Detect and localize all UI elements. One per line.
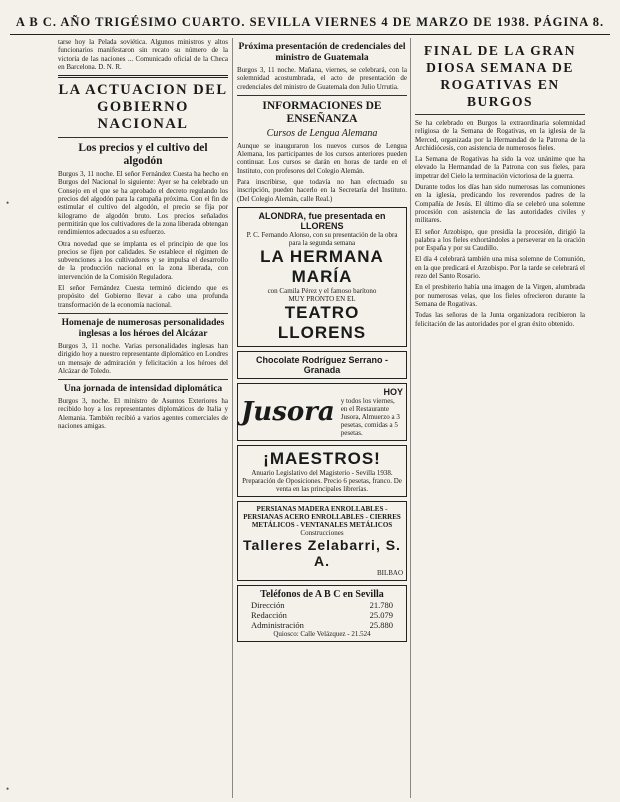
divider bbox=[237, 95, 407, 96]
article-text: Todas las señoras de la Junta organizadora recibieron la felicitación de las autoridades por el gran éxito obtenido. bbox=[415, 311, 585, 328]
article-text: Para inscribirse, que todavía no han efectuado su inscripción, pueden hacerlo en la Secretaría del Instituto. (Del Colegio Alemán, calle Real.) bbox=[237, 178, 407, 203]
kiosk-line: Quiosco: Calle Velázquez - 21.524 bbox=[273, 629, 371, 638]
divider bbox=[58, 379, 228, 380]
advert-maestros bbox=[237, 445, 407, 497]
divider bbox=[58, 313, 228, 314]
advert-line: P. C. Fernando Alonso, con su presentación de la obra para la segunda semana bbox=[246, 230, 398, 247]
intro-text: tarse hoy la Pelada soviética. Algunos ministros y altos funcionarios manifestaron sin recato su número de la victoria de las naciones ... Comunicado oficial de la Checa en Barcelona. D. N. R. bbox=[58, 38, 228, 71]
phone-row bbox=[241, 610, 403, 620]
advert-line: ALONDRA, fue presentada en LLORENS bbox=[258, 210, 386, 231]
article-text: El señor Arzobispo, que presidía la procesión, dirigió la palabra a los fieles exhortándoles a perseverar en la oración por España y por su Caudillo. bbox=[415, 227, 585, 253]
column-1 bbox=[58, 38, 228, 798]
phone-label: Administración bbox=[251, 619, 304, 630]
phone-label: Redacción bbox=[251, 609, 287, 620]
column-3 bbox=[410, 38, 585, 798]
divider bbox=[415, 114, 585, 115]
phone-label: Dirección bbox=[251, 599, 285, 610]
advert-brand: Jusora bbox=[241, 396, 335, 427]
advert-line: con Camila Pérez y el famoso barítono bbox=[267, 286, 377, 295]
phone-number: 21.780 bbox=[369, 599, 393, 610]
advert-title: TEATRO LLORENS bbox=[277, 302, 367, 342]
advert-persianas bbox=[237, 501, 407, 581]
headline-rogativas: FINAL DE LA GRAN DIOSA SEMANA DE ROGATIVAS EN BURGOS bbox=[424, 43, 576, 109]
headline-ensenanza: INFORMACIONES DE ENSEÑANZA bbox=[262, 99, 382, 125]
headline-guatemala: Próxima presentación de credenciales del ministro de Guatemala bbox=[238, 42, 406, 63]
divider bbox=[58, 137, 228, 138]
subhead-homenaje: Homenaje de numerosas personalidades inglesas a los héroes del Alcázar bbox=[61, 317, 225, 339]
article-text: Burgos 3, 11 noche. Mañana, viernes, se celebrará, con la solemnidad acostumbrada, el acto de presentación de credenciales del ministro de Guatemala don Julio Urrutia. bbox=[237, 66, 407, 91]
article-text: Durante todos los días han sido numerosas las comuniones en la iglesia, predicando los reverendos padres de la Compañía de Jesús. El último día se celebró una solemne procesión con asistencia de las autoridades civiles y militares. bbox=[415, 183, 585, 225]
advert-teatro bbox=[237, 207, 407, 347]
advert-jusora bbox=[237, 383, 407, 441]
subhead-aleman: Cursos de Lengua Alemana bbox=[266, 127, 378, 139]
margin-mark-icon: • bbox=[6, 198, 10, 208]
advert-line: BILBAO bbox=[376, 568, 403, 577]
advert-line: HOY bbox=[383, 386, 403, 397]
advert-line: Anuario Legislativo del Magisterio - Sevilla 1938. Preparación de Oposiciones. Precio 6 pesetas, franco. De venta en las principales librerías. bbox=[242, 468, 402, 493]
phone-number: 25.079 bbox=[369, 609, 393, 620]
margin-mark-icon: • bbox=[6, 784, 10, 794]
subhead-diplomatica: Una jornada de intensidad diplomática bbox=[63, 384, 223, 395]
article-text: Aunque se inauguraron los nuevos cursos de Lengua Alemana, los participantes de los cursos anteriores pueden continuar. Los cursos se darán en horas de tarde en el Instituto, con profesores del Colegio Alemán. bbox=[237, 141, 407, 175]
advert-line: PERSIANAS MADERA ENROLLABLES - PERSIANAS ACERO ENROLLABLES - CIERRES METÁLICOS - VENTANALES METÁLICOS bbox=[243, 504, 401, 529]
advert-title: ¡MAESTROS! bbox=[263, 448, 381, 468]
advert-chocolate bbox=[237, 351, 407, 379]
advert-title: Talleres Zelabarri, S. A. bbox=[243, 536, 401, 569]
phones-box bbox=[237, 585, 407, 642]
headline-gobierno: LA ACTUACION DEL GOBIERNO NACIONAL bbox=[58, 82, 228, 133]
article-text: Se ha celebrado en Burgos la extraordinaria solemnidad religiosa de la Semana de Rogativas, en la iglesia de la Merced, organizada por la Hermandad de la Patrona de la Archidiócesis, con asistencia de numerosos fieles. bbox=[415, 119, 585, 152]
advert-title: LA HERMANA MARÍA bbox=[260, 246, 384, 286]
column-2 bbox=[232, 38, 407, 798]
advert-line: MUY PRONTO EN EL bbox=[288, 294, 356, 303]
phone-row bbox=[241, 600, 403, 610]
article-text: Burgos 3, noche. El ministro de Asuntos Exteriores ha recibido hoy a los representantes diplomáticos de Italia y Alemania. También recibió a varios agentes comerciales de naciones amigas. bbox=[58, 397, 228, 431]
subhead-algodon: Los precios y el cultivo del algodón bbox=[78, 142, 208, 168]
article-text: La Semana de Rogativas ha sido la voz unánime que ha elevado la Hermandad de la Patrona con sus fieles, para impetrar del Cielo la terminación victoriosa de la guerra. bbox=[415, 155, 585, 180]
article-text: Burgos 3, 11 noche. Varias personalidades inglesas han dirigido hoy a nuestro representante diplomático en Londres un mensaje de admiración y felicitación a los héroes del Alcázar de Toledo. bbox=[58, 341, 228, 375]
article-text: El señor Fernández Cuesta terminó diciendo que es propósito del Gobierno llevar a cabo una profunda transformación de la economía nacional. bbox=[58, 284, 228, 309]
article-text: Burgos 3, 11 noche. El señor Fernández Cuesta ha hecho en Burgos del Nacional lo siguiente: Ayer se ha celebrado un Consejo en el que se ha aprobado el decreto regulando los precios del algodón para la campaña próxima. Con el fin de estimular el cultivo del algodón, el precio se fija por kilogramo de algodón bruto. Los precios señalados permitirán que los cultivadores de la zona liberada obtengan rendimientos adecuados a su esfuerzo. bbox=[58, 170, 228, 237]
phone-row bbox=[241, 620, 403, 630]
page-header: A B C. AÑO TRIGÉSIMO CUARTO. SEVILLA VIERNES 4 DE MARZO DE 1938. PÁGINA 8. bbox=[10, 10, 610, 35]
advert-line: Chocolate Rodríguez Serrano - Granada bbox=[255, 354, 389, 375]
phone-number: 25.880 bbox=[369, 619, 393, 630]
phones-title: Teléfonos de A B C en Sevilla bbox=[260, 588, 384, 600]
divider bbox=[58, 75, 228, 78]
advert-line: y todos los viernes, en el Restaurante Jusora, Almuerzo a 3 pesetas, comidas a 5 pesetas. bbox=[340, 396, 400, 437]
article-text: En el presbiterio había una imagen de la Virgen, alumbrada por numerosas velas, que los fieles ofrecieron durante la Semana de Rogativas. bbox=[415, 283, 585, 308]
article-text: Otra novedad que se implanta es el principio de que los precios se fijen por calidades. Se establece el régimen de subvenciones a los cultivadores y se impulsa el desarrollo de la producción nacional en la zona liberada, con intervención de la Comisión Reguladora. bbox=[58, 239, 228, 281]
article-text: El día 4 celebrará también una misa solemne de Comunión, en la que predicará el Arzobispo. Por la tarde se celebrará el rezo del Santo Rosario. bbox=[415, 255, 585, 281]
advert-line: Construcciones bbox=[300, 528, 344, 537]
